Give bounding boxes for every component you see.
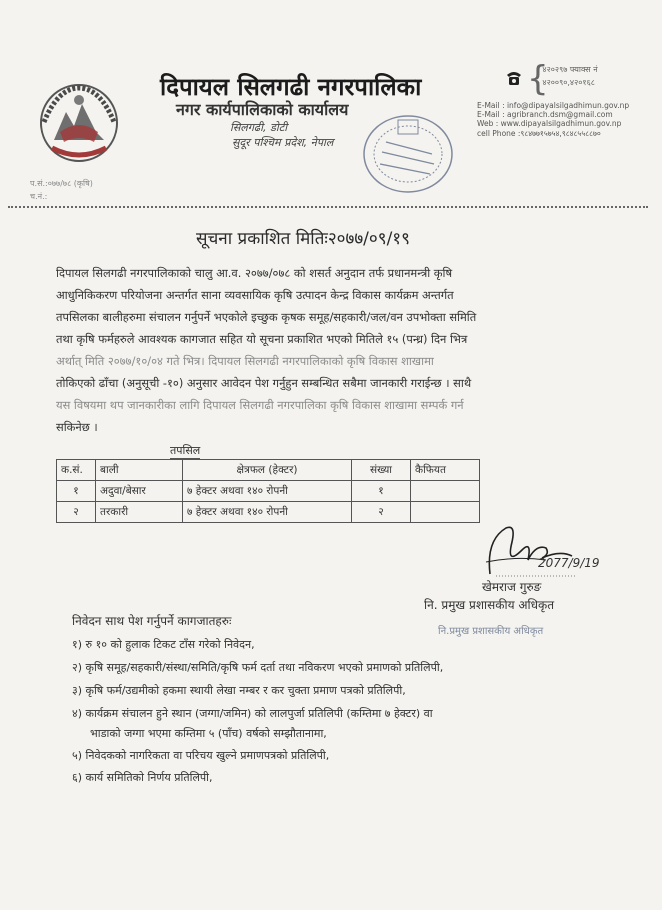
website: Web : www.dipayalsilgadhimun.gov.np: [477, 119, 622, 128]
email-agri: E-Mail : agribranch.dsm@gmail.com: [477, 110, 613, 119]
table-row: [57, 481, 480, 502]
notice-line: तपसिलका बालीहरुमा संचालन गर्नुपर्ने भएकोले इच्छुक कृषक समूह/सहकारी/जल/वन उपभोक्ता समिति: [56, 310, 477, 324]
table-cell: [411, 502, 480, 523]
office-title: दिपायल सिलगढी नगरपालिका: [160, 73, 422, 101]
table-cell: तरकारी: [96, 502, 183, 523]
notice-line: तोकिएको ढाँचा (अनुसूची -१०) अनुसार आवेदन पेश गर्नुहुन सम्बन्धित सबैमा जानकारी गराईन्छ । साथै: [56, 376, 472, 390]
documents-heading: निवेदन साथ पेश गर्नुपर्ने कागजातहरुः: [72, 614, 232, 628]
document-item: ४) कार्यक्रम संचालन हुने स्थान (जग्गा/जमिन) को लालपुर्जा प्रतिलिपी (कम्तिमा ७ हेक्टर) वा: [72, 707, 433, 720]
notice-line: अर्थात् मिति २०७७/१०/०४ गते भित्र। दिपायल सिलगढी नगरपालिकाको कृषि विकास शाखामा: [56, 354, 434, 368]
table-cell: अदुवा/बेसार: [96, 481, 183, 502]
signer-name: खेमराज गुरुङ: [482, 580, 542, 594]
nepal-emblem-icon: [38, 82, 120, 164]
table-header-row: [57, 460, 480, 481]
column-header: संख्या: [352, 460, 411, 481]
column-header: क.सं.: [57, 460, 96, 481]
document-item: ६) कार्य समितिको निर्णय प्रतिलिपी,: [72, 771, 213, 784]
header-divider: [8, 206, 648, 208]
document-item: १) रु १० को हुलाक टिकट टाँस गरेको निवेदन,: [72, 638, 255, 651]
official-stamp-icon: [360, 112, 456, 196]
notice-line: यस विषयमा थप जानकारीका लागि दिपायल सिलगढी नगरपालिका कृषि विकास शाखामा सम्पर्क गर्न: [56, 398, 464, 412]
table-cell: १: [352, 481, 411, 502]
designation-stamp: नि.प्रमुख प्रशासकीय अधिकृत: [438, 626, 544, 637]
notice-line: दिपायल सिलगढी नगरपालिकाको चालु आ.व. २०७७/०७८ को शसर्त अनुदान तर्फ प्रधानमन्त्री कृषि: [56, 266, 453, 280]
office-subtitle: नगर कार्यपालिकाको कार्यालय: [176, 100, 349, 119]
notice-line: तथा कृषि फर्महरुले आवश्यक कागजात सहित यो सूचना प्रकाशित भएको मितिले १५ (पन्ध्र) दिन भित्र: [56, 332, 468, 346]
notice-line: सकिनेछ ।: [56, 420, 98, 434]
signer-designation: नि. प्रमुख प्रशासकीय अधिकृत: [424, 598, 555, 612]
document-item: २) कृषि समूह/सहकारी/संस्था/समिति/कृषि फर्म दर्ता तथा नविकरण भएको प्रमाणको प्रतिलिपी,: [72, 661, 444, 674]
email-info: E-Mail : info@dipayalsilgadhimun.gov.np: [477, 101, 630, 110]
dispatch-number: च.नं.:: [30, 192, 48, 201]
table-cell: २: [57, 502, 96, 523]
brace-glyph: {: [527, 59, 549, 99]
telephone-icon: [505, 70, 523, 86]
table-cell: ७ हेक्टर अथवा १४० रोपनी: [183, 481, 352, 502]
fax-number: - ४२०२९७ फ्याक्स नं: [537, 65, 598, 74]
signature-date: 2077/9/19: [538, 556, 600, 570]
document-item: ५) निवेदकको नागरिकता वा परिचय खुल्ने प्रमाणपत्रको प्रतिलिपी,: [72, 749, 330, 762]
table-row: [57, 502, 480, 523]
notice-line: आधुनिकिकरण परियोजना अन्तर्गत साना व्यवसायिक कृषि उत्पादन केन्द्र विकास कार्यक्रम अन्तर्गत: [56, 288, 454, 302]
table-cell: ७ हेक्टर अथवा १४० रोपनी: [183, 502, 352, 523]
signature-icon: [476, 520, 596, 580]
column-header: क्षेत्रफल (हेक्टर): [183, 460, 352, 481]
column-header: कैफियत: [411, 460, 480, 481]
cell-phone: cell Phone :९८४७७१५७५४,९८४८५५८८७०: [477, 129, 601, 138]
document-item: भाडाको जग्गा भएमा कम्तिमा ५ (पाँच) वर्षको सम्झौतानामा,: [90, 727, 327, 740]
table-cell: १: [57, 481, 96, 502]
document-item: ३) कृषि फर्म/उद्यमीको हकमा स्थायी लेखा नम्बर र कर चुक्ता प्रमाण पत्रको प्रतिलिपी,: [72, 684, 406, 697]
crop-details-table: [56, 459, 480, 523]
phone-number: - ४२००९०,४२०१६८: [537, 78, 595, 87]
table-cell: [411, 481, 480, 502]
office-place: सिलगढी, डोटी: [230, 121, 288, 134]
office-province: सुदूर पश्चिम प्रदेश, नेपाल: [232, 136, 334, 149]
reference-number: प.सं.:०७७/७८ (कृषि): [30, 179, 93, 188]
column-header: बाली: [96, 460, 183, 481]
table-cell: २: [352, 502, 411, 523]
table-caption: तपसिल: [170, 444, 201, 457]
notice-title: सूचना प्रकाशित मितिः२०७७/०९/१९: [196, 229, 410, 249]
